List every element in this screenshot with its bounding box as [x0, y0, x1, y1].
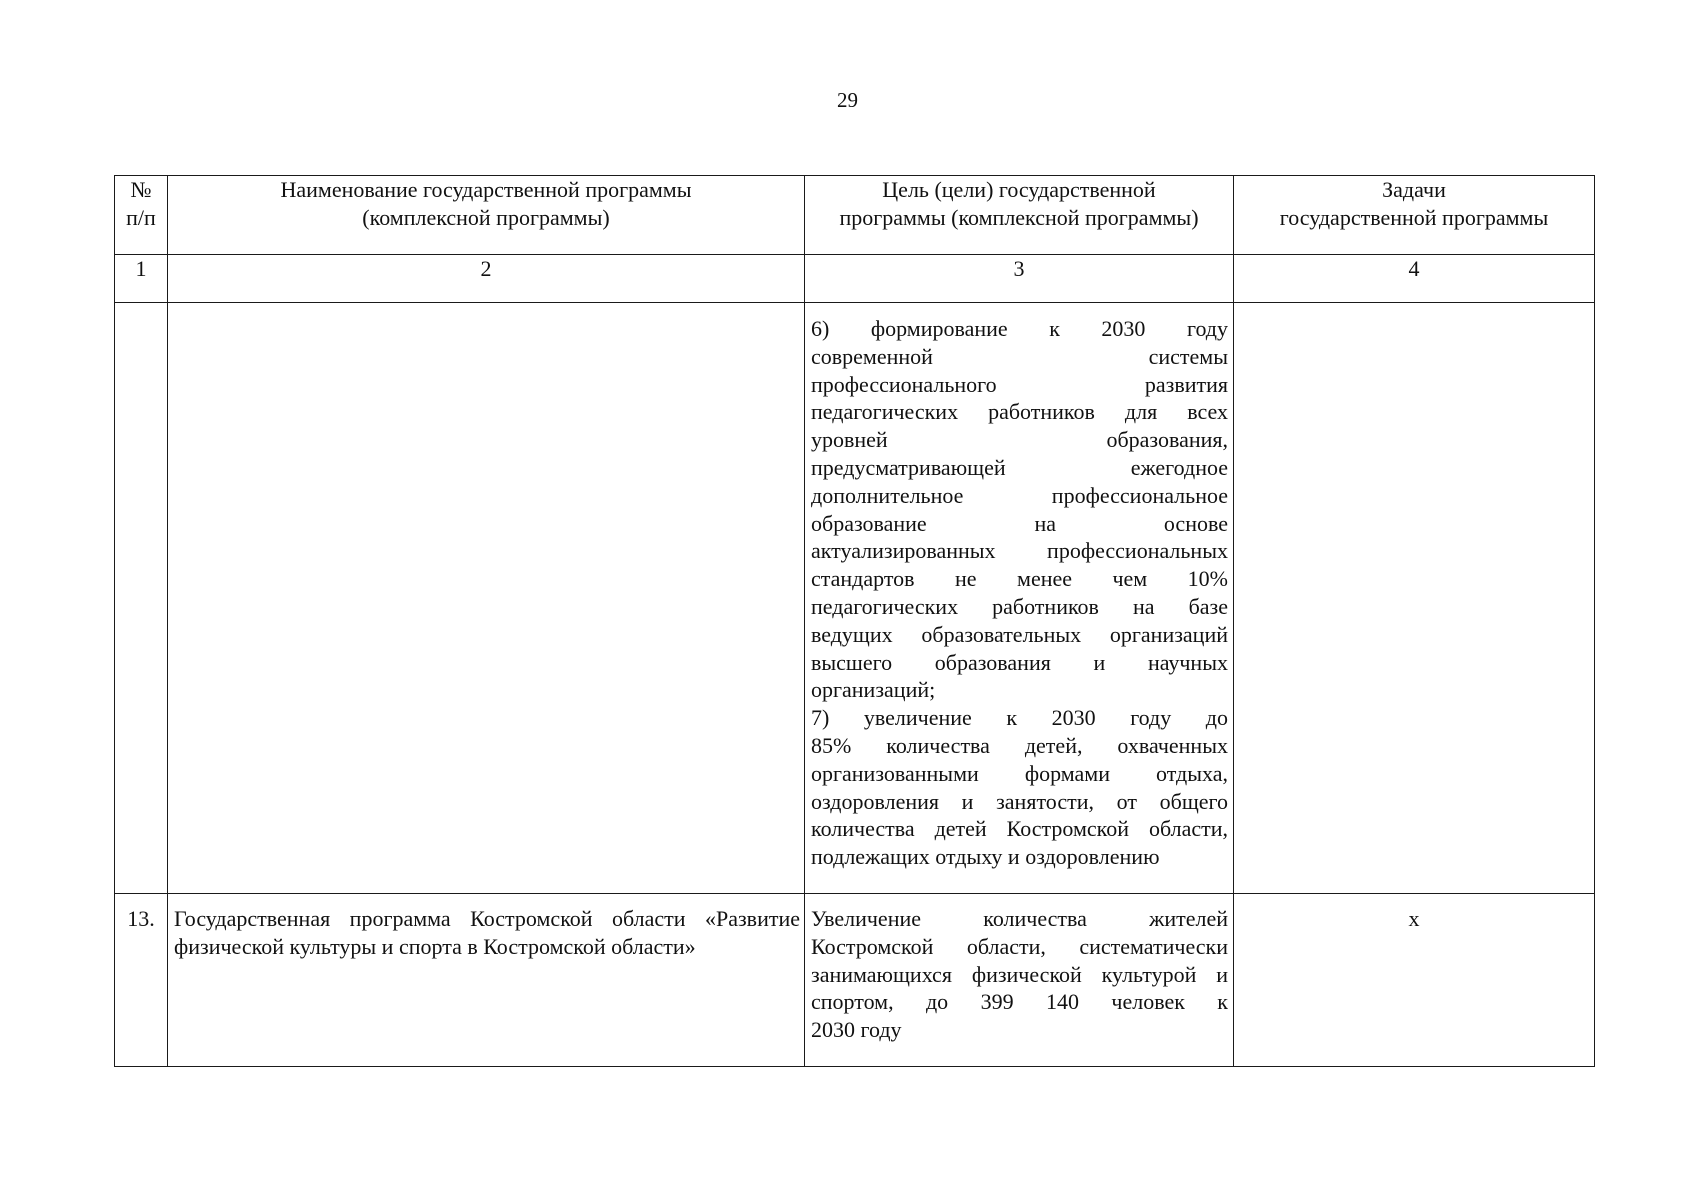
header-program-tasks: Задачи государственной программы: [1234, 176, 1595, 255]
goal-text-line: 2030 году: [811, 1017, 902, 1043]
header-program-goal: Цель (цели) государственной программы (комплексной программы): [805, 176, 1234, 255]
continuation-number-cell: [115, 303, 168, 894]
program-tasks-cell: х: [1234, 894, 1595, 1067]
goal-text-line: уровней образования,: [811, 427, 1228, 453]
goal-text-line: занимающихся физической культурой и: [811, 961, 1228, 987]
goal-text-line: высшего образования и научных: [811, 649, 1228, 675]
goal-text-line: организованными формами отдыха,: [811, 760, 1228, 786]
goal-text-line: Костромской области, систематически: [811, 933, 1228, 959]
header-number: № п/п: [115, 176, 168, 255]
goal-text-line: современной системы: [811, 343, 1228, 369]
table-row-continuation: [115, 303, 1595, 894]
goal-text-line: предусматривающей ежегодное: [811, 454, 1228, 480]
goal-text-line: педагогических работников для всех: [811, 399, 1228, 425]
continuation-goal-cell: [805, 303, 1234, 894]
goal-text-line: 7) увеличение к 2030 году до: [811, 705, 1228, 731]
row-number-cell: 13.: [115, 894, 168, 1067]
continuation-tasks-cell: [1234, 303, 1595, 894]
goal-text-line: количества детей Костромской области,: [811, 816, 1228, 842]
continuation-name-cell: [168, 303, 805, 894]
goal-text-line: Увеличение количества жителей: [811, 906, 1228, 931]
column-number-3: 3: [805, 255, 1234, 303]
goal-text-line: профессионального развития: [811, 371, 1228, 397]
program-name-cell: Государственная программа Костромской области «Развитие физической культуры и спорта в Костромской области»: [168, 894, 805, 1067]
goal-text-line: актуализированных профессиональных: [811, 538, 1228, 564]
page-number: 29: [837, 88, 858, 112]
column-number-2: 2: [168, 255, 805, 303]
goal-text-line: организаций;: [811, 677, 936, 703]
table-row-13: [115, 894, 1595, 1067]
program-goal-cell: [805, 894, 1234, 1067]
goal-text-line: стандартов не менее чем 10%: [811, 566, 1228, 592]
goal-text-line: 85% количества детей, охваченных: [811, 732, 1228, 758]
goal-text-line: образование на основе: [811, 510, 1228, 536]
goal-text-line: 6) формирование к 2030 году: [811, 316, 1228, 341]
table-header-row: [115, 176, 1595, 255]
header-program-name: Наименование государственной программы (комплексной программы): [168, 176, 805, 255]
goal-text-line: ведущих образовательных организаций: [811, 621, 1228, 647]
column-number-1: 1: [115, 255, 168, 303]
goal-text-line: педагогических работников на базе: [811, 593, 1228, 619]
goal-text-line: подлежащих отдыху и оздоровлению: [811, 844, 1160, 870]
goal-text-line: спортом, до 399 140 человек к: [811, 989, 1228, 1015]
goal-text-line: дополнительное профессиональное: [811, 482, 1228, 508]
column-number-row: [115, 255, 1595, 303]
column-number-4: 4: [1234, 255, 1595, 303]
programs-table: [114, 175, 1595, 1067]
goal-text-line: оздоровления и занятости, от общего: [811, 788, 1228, 814]
